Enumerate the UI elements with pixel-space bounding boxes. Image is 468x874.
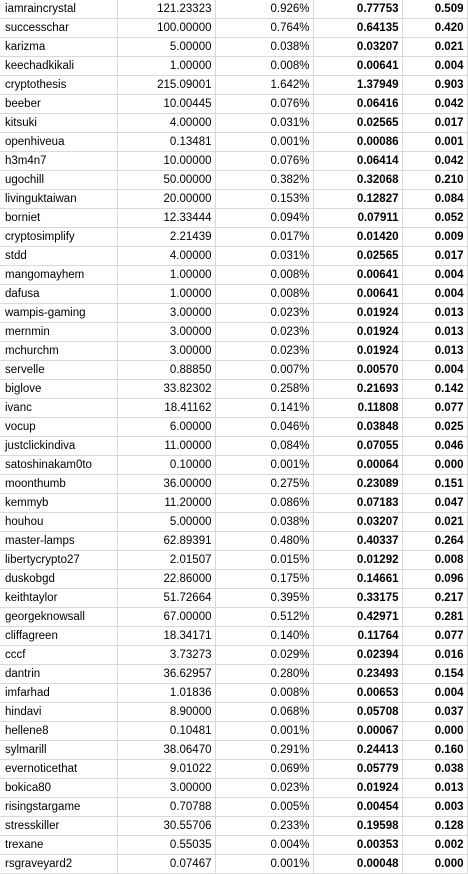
table-row — [0, 513, 467, 532]
cell-value-b[interactable]: 0.009 — [402, 228, 467, 247]
cell-value-b[interactable]: 0.013 — [402, 779, 467, 798]
cell-percent[interactable]: 0.153% — [215, 190, 313, 209]
table-row — [0, 0, 467, 19]
cell-value-a[interactable]: 0.00086 — [313, 133, 402, 152]
cell-name[interactable]: openhiveua — [0, 133, 117, 152]
table-row — [0, 722, 467, 741]
cell-value-a[interactable]: 0.06416 — [313, 95, 402, 114]
cell-value-b[interactable]: 0.017 — [402, 247, 467, 266]
cell-value-b[interactable]: 0.281 — [402, 608, 467, 627]
cell-percent[interactable]: 0.015% — [215, 551, 313, 570]
cell-value-b[interactable]: 0.000 — [402, 456, 467, 475]
cell-name[interactable]: imfarhad — [0, 684, 117, 703]
cell-value-a[interactable]: 0.23089 — [313, 475, 402, 494]
cell-percent[interactable]: 0.140% — [215, 627, 313, 646]
cell-percent[interactable]: 0.084% — [215, 437, 313, 456]
cell-name[interactable]: vocup — [0, 418, 117, 437]
table-row — [0, 646, 467, 665]
table-row — [0, 57, 467, 76]
table-row — [0, 228, 467, 247]
cell-percent[interactable]: 0.046% — [215, 418, 313, 437]
cell-percent[interactable]: 0.480% — [215, 532, 313, 551]
cell-value-a[interactable]: 0.05708 — [313, 703, 402, 722]
cell-percent[interactable]: 0.038% — [215, 38, 313, 57]
cell-value-a[interactable]: 0.03207 — [313, 513, 402, 532]
cell-amount[interactable]: 0.55035 — [117, 836, 215, 855]
cell-percent[interactable]: 0.023% — [215, 304, 313, 323]
table-row — [0, 361, 467, 380]
cell-name[interactable]: rsgraveyard2 — [0, 855, 117, 874]
cell-percent[interactable]: 0.008% — [215, 57, 313, 76]
cell-value-b[interactable]: 0.038 — [402, 760, 467, 779]
cell-amount[interactable]: 100.00000 — [117, 19, 215, 38]
cell-value-b[interactable]: 0.154 — [402, 665, 467, 684]
cell-percent[interactable]: 0.005% — [215, 798, 313, 817]
table-row — [0, 304, 467, 323]
cell-value-a[interactable]: 0.64135 — [313, 19, 402, 38]
table-row — [0, 532, 467, 551]
cell-value-b[interactable]: 0.264 — [402, 532, 467, 551]
table-row — [0, 247, 467, 266]
cell-amount[interactable]: 0.10481 — [117, 722, 215, 741]
cell-name[interactable]: bokica80 — [0, 779, 117, 798]
table-row — [0, 494, 467, 513]
cell-value-a[interactable]: 0.00641 — [313, 57, 402, 76]
cell-value-a[interactable]: 0.21693 — [313, 380, 402, 399]
cell-value-b[interactable]: 0.013 — [402, 342, 467, 361]
cell-name[interactable]: satoshinakam0to — [0, 456, 117, 475]
cell-value-a[interactable]: 0.02565 — [313, 247, 402, 266]
cell-name[interactable]: mangomayhem — [0, 266, 117, 285]
table-row — [0, 665, 467, 684]
table-row — [0, 570, 467, 589]
table-row — [0, 779, 467, 798]
cell-name[interactable]: beeber — [0, 95, 117, 114]
cell-percent[interactable]: 0.031% — [215, 114, 313, 133]
cell-percent[interactable]: 0.017% — [215, 228, 313, 247]
table-row — [0, 114, 467, 133]
cell-percent[interactable]: 0.258% — [215, 380, 313, 399]
cell-value-b[interactable]: 0.217 — [402, 589, 467, 608]
cell-value-b[interactable]: 0.142 — [402, 380, 467, 399]
cell-value-b[interactable]: 0.004 — [402, 57, 467, 76]
cell-value-a[interactable]: 0.19598 — [313, 817, 402, 836]
cell-name[interactable]: dantrin — [0, 665, 117, 684]
cell-percent[interactable]: 0.031% — [215, 247, 313, 266]
cell-amount[interactable]: 18.41162 — [117, 399, 215, 418]
cell-value-a[interactable]: 0.02565 — [313, 114, 402, 133]
cell-name[interactable]: trexane — [0, 836, 117, 855]
cell-percent[interactable]: 0.001% — [215, 456, 313, 475]
table-row — [0, 703, 467, 722]
cell-name[interactable]: stdd — [0, 247, 117, 266]
cell-value-a[interactable]: 0.42971 — [313, 608, 402, 627]
cell-amount[interactable]: 36.00000 — [117, 475, 215, 494]
cell-value-a[interactable]: 0.00067 — [313, 722, 402, 741]
cell-value-a[interactable]: 0.00454 — [313, 798, 402, 817]
cell-value-a[interactable]: 0.24413 — [313, 741, 402, 760]
cell-percent[interactable]: 0.023% — [215, 779, 313, 798]
table-row — [0, 836, 467, 855]
cell-value-b[interactable]: 0.084 — [402, 190, 467, 209]
cell-percent[interactable]: 0.007% — [215, 361, 313, 380]
cell-value-a[interactable]: 0.33175 — [313, 589, 402, 608]
cell-percent[interactable]: 0.094% — [215, 209, 313, 228]
cell-amount[interactable]: 3.00000 — [117, 323, 215, 342]
cell-value-a[interactable]: 0.03848 — [313, 418, 402, 437]
cell-value-a[interactable]: 0.01292 — [313, 551, 402, 570]
cell-value-a[interactable]: 0.40337 — [313, 532, 402, 551]
table-row — [0, 323, 467, 342]
cell-amount[interactable]: 1.00000 — [117, 57, 215, 76]
cell-name[interactable]: cccf — [0, 646, 117, 665]
cell-value-b[interactable]: 0.210 — [402, 171, 467, 190]
cell-name[interactable]: cryptothesis — [0, 76, 117, 95]
table-row — [0, 399, 467, 418]
cell-name[interactable]: biglove — [0, 380, 117, 399]
cell-amount[interactable]: 0.10000 — [117, 456, 215, 475]
cell-value-b[interactable]: 0.004 — [402, 285, 467, 304]
cell-value-b[interactable]: 0.037 — [402, 703, 467, 722]
cell-percent[interactable]: 0.001% — [215, 855, 313, 874]
cell-percent[interactable]: 0.275% — [215, 475, 313, 494]
cell-amount[interactable]: 51.72664 — [117, 589, 215, 608]
table-row — [0, 437, 467, 456]
cell-value-a[interactable]: 0.14661 — [313, 570, 402, 589]
cell-name[interactable]: sylmarill — [0, 741, 117, 760]
table-row — [0, 456, 467, 475]
table-row — [0, 266, 467, 285]
cell-value-b[interactable]: 0.017 — [402, 114, 467, 133]
cell-percent[interactable]: 0.008% — [215, 285, 313, 304]
cell-percent[interactable]: 0.280% — [215, 665, 313, 684]
cell-value-a[interactable]: 0.07183 — [313, 494, 402, 513]
cell-value-b[interactable]: 0.903 — [402, 76, 467, 95]
cell-value-b[interactable]: 0.128 — [402, 817, 467, 836]
cell-amount[interactable]: 50.00000 — [117, 171, 215, 190]
cell-percent[interactable]: 0.764% — [215, 19, 313, 38]
cell-amount[interactable]: 1.00000 — [117, 285, 215, 304]
cell-value-a[interactable]: 0.00353 — [313, 836, 402, 855]
cell-name[interactable]: evernoticethat — [0, 760, 117, 779]
cell-amount[interactable]: 18.34171 — [117, 627, 215, 646]
cell-name[interactable]: duskobgd — [0, 570, 117, 589]
cell-percent[interactable]: 0.926% — [215, 0, 313, 19]
cell-value-a[interactable]: 0.01924 — [313, 342, 402, 361]
cell-name[interactable]: dafusa — [0, 285, 117, 304]
cell-percent[interactable]: 0.004% — [215, 836, 313, 855]
table-row — [0, 627, 467, 646]
cell-value-a[interactable]: 0.01924 — [313, 323, 402, 342]
cell-percent[interactable]: 0.068% — [215, 703, 313, 722]
cell-amount[interactable]: 1.00000 — [117, 266, 215, 285]
cell-amount[interactable]: 5.00000 — [117, 513, 215, 532]
cell-value-b[interactable]: 0.077 — [402, 627, 467, 646]
cell-value-a[interactable]: 1.37949 — [313, 76, 402, 95]
table-row — [0, 171, 467, 190]
cell-value-b[interactable]: 0.021 — [402, 513, 467, 532]
cell-amount[interactable]: 10.00445 — [117, 95, 215, 114]
table-row — [0, 342, 467, 361]
cell-value-a[interactable]: 0.01420 — [313, 228, 402, 247]
cell-name[interactable]: hindavi — [0, 703, 117, 722]
cell-amount[interactable]: 36.62957 — [117, 665, 215, 684]
cell-amount[interactable]: 1.01836 — [117, 684, 215, 703]
cell-amount[interactable]: 30.55706 — [117, 817, 215, 836]
cell-percent[interactable]: 0.141% — [215, 399, 313, 418]
table-row — [0, 855, 467, 874]
table-row — [0, 551, 467, 570]
cell-value-a[interactable]: 0.00570 — [313, 361, 402, 380]
table-row — [0, 133, 467, 152]
cell-amount[interactable]: 3.73273 — [117, 646, 215, 665]
cell-percent[interactable]: 0.382% — [215, 171, 313, 190]
table-row — [0, 19, 467, 38]
cell-amount[interactable]: 11.00000 — [117, 437, 215, 456]
cell-value-b[interactable]: 0.096 — [402, 570, 467, 589]
cell-amount[interactable]: 3.00000 — [117, 304, 215, 323]
cell-percent[interactable]: 0.233% — [215, 817, 313, 836]
cell-name[interactable]: moonthumb — [0, 475, 117, 494]
cell-name[interactable]: libertycrypto27 — [0, 551, 117, 570]
cell-value-b[interactable]: 0.002 — [402, 836, 467, 855]
cell-name[interactable]: kitsuki — [0, 114, 117, 133]
cell-amount[interactable]: 4.00000 — [117, 247, 215, 266]
cell-value-b[interactable]: 0.151 — [402, 475, 467, 494]
cell-name[interactable]: houhou — [0, 513, 117, 532]
table-row — [0, 608, 467, 627]
cell-name[interactable]: georgeknowsall — [0, 608, 117, 627]
table-row — [0, 209, 467, 228]
cell-value-b[interactable]: 0.052 — [402, 209, 467, 228]
cell-name[interactable]: ugochill — [0, 171, 117, 190]
cell-value-b[interactable]: 0.077 — [402, 399, 467, 418]
cell-value-b[interactable]: 0.008 — [402, 551, 467, 570]
cell-value-b[interactable]: 0.016 — [402, 646, 467, 665]
cell-value-b[interactable]: 0.004 — [402, 361, 467, 380]
table-row — [0, 380, 467, 399]
cell-value-a[interactable]: 0.00048 — [313, 855, 402, 874]
table-row — [0, 95, 467, 114]
table-row — [0, 76, 467, 95]
cell-value-b[interactable]: 0.001 — [402, 133, 467, 152]
cell-amount[interactable]: 67.00000 — [117, 608, 215, 627]
cell-amount[interactable]: 0.70788 — [117, 798, 215, 817]
cell-value-b[interactable]: 0.025 — [402, 418, 467, 437]
cell-percent[interactable]: 0.291% — [215, 741, 313, 760]
cell-value-b[interactable]: 0.509 — [402, 0, 467, 19]
table-row — [0, 418, 467, 437]
cell-percent[interactable]: 0.023% — [215, 323, 313, 342]
cell-name[interactable]: cliffagreen — [0, 627, 117, 646]
cell-name[interactable]: servelle — [0, 361, 117, 380]
table-row — [0, 798, 467, 817]
cell-amount[interactable]: 3.00000 — [117, 779, 215, 798]
cell-amount[interactable]: 6.00000 — [117, 418, 215, 437]
cell-percent[interactable]: 0.001% — [215, 133, 313, 152]
cell-percent[interactable]: 0.008% — [215, 684, 313, 703]
cell-value-b[interactable]: 0.042 — [402, 95, 467, 114]
cell-name[interactable]: ivanc — [0, 399, 117, 418]
cell-value-b[interactable]: 0.004 — [402, 266, 467, 285]
cell-amount[interactable]: 0.88850 — [117, 361, 215, 380]
cell-value-a[interactable]: 0.32068 — [313, 171, 402, 190]
cell-name[interactable]: master-lamps — [0, 532, 117, 551]
cell-name[interactable]: karizma — [0, 38, 117, 57]
cell-amount[interactable]: 5.00000 — [117, 38, 215, 57]
cell-amount[interactable]: 0.07467 — [117, 855, 215, 874]
cell-percent[interactable]: 0.076% — [215, 95, 313, 114]
cell-value-b[interactable]: 0.003 — [402, 798, 467, 817]
cell-value-a[interactable]: 0.11764 — [313, 627, 402, 646]
cell-value-b[interactable]: 0.000 — [402, 722, 467, 741]
cell-value-b[interactable]: 0.420 — [402, 19, 467, 38]
cell-percent[interactable]: 0.395% — [215, 589, 313, 608]
cell-amount[interactable]: 38.06470 — [117, 741, 215, 760]
cell-value-b[interactable]: 0.160 — [402, 741, 467, 760]
cell-value-a[interactable]: 0.00653 — [313, 684, 402, 703]
cell-amount[interactable]: 3.00000 — [117, 342, 215, 361]
table-row — [0, 285, 467, 304]
cell-amount[interactable]: 9.01022 — [117, 760, 215, 779]
cell-name[interactable]: hellene8 — [0, 722, 117, 741]
table-row — [0, 190, 467, 209]
cell-value-b[interactable]: 0.000 — [402, 855, 467, 874]
cell-amount[interactable]: 0.13481 — [117, 133, 215, 152]
cell-value-a[interactable]: 0.03207 — [313, 38, 402, 57]
table-row — [0, 589, 467, 608]
cell-value-b[interactable]: 0.042 — [402, 152, 467, 171]
cell-value-a[interactable]: 0.02394 — [313, 646, 402, 665]
cell-name[interactable]: successchar — [0, 19, 117, 38]
cell-value-a[interactable]: 0.00641 — [313, 266, 402, 285]
table-row — [0, 152, 467, 171]
cell-name[interactable]: mchurchm — [0, 342, 117, 361]
cell-value-a[interactable]: 0.11808 — [313, 399, 402, 418]
cell-value-b[interactable]: 0.047 — [402, 494, 467, 513]
cell-name[interactable]: mernmin — [0, 323, 117, 342]
cell-percent[interactable]: 0.008% — [215, 266, 313, 285]
cell-value-a[interactable]: 0.00064 — [313, 456, 402, 475]
cell-percent[interactable]: 0.512% — [215, 608, 313, 627]
cell-value-b[interactable]: 0.004 — [402, 684, 467, 703]
cell-amount[interactable]: 8.90000 — [117, 703, 215, 722]
cell-amount[interactable]: 4.00000 — [117, 114, 215, 133]
cell-value-b[interactable]: 0.013 — [402, 304, 467, 323]
cell-percent[interactable]: 1.642% — [215, 76, 313, 95]
cell-amount[interactable]: 62.89391 — [117, 532, 215, 551]
cell-amount[interactable]: 11.20000 — [117, 494, 215, 513]
cell-amount[interactable]: 12.33444 — [117, 209, 215, 228]
cell-name[interactable]: borniet — [0, 209, 117, 228]
cell-value-a[interactable]: 0.12827 — [313, 190, 402, 209]
cell-value-a[interactable]: 0.77753 — [313, 0, 402, 19]
table-row — [0, 475, 467, 494]
table-row — [0, 38, 467, 57]
cell-percent[interactable]: 0.086% — [215, 494, 313, 513]
table-row — [0, 817, 467, 836]
cell-value-b[interactable]: 0.021 — [402, 38, 467, 57]
cell-value-a[interactable]: 0.01924 — [313, 779, 402, 798]
cell-value-b[interactable]: 0.013 — [402, 323, 467, 342]
cell-percent[interactable]: 0.175% — [215, 570, 313, 589]
cell-percent[interactable]: 0.038% — [215, 513, 313, 532]
cell-amount[interactable]: 215.09001 — [117, 76, 215, 95]
table-row — [0, 741, 467, 760]
cell-name[interactable]: kemmyb — [0, 494, 117, 513]
cell-value-b[interactable]: 0.046 — [402, 437, 467, 456]
cell-value-a[interactable]: 0.05779 — [313, 760, 402, 779]
cell-amount[interactable]: 10.00000 — [117, 152, 215, 171]
cell-percent[interactable]: 0.001% — [215, 722, 313, 741]
cell-name[interactable]: cryptosimplify — [0, 228, 117, 247]
cell-amount[interactable]: 2.01507 — [117, 551, 215, 570]
cell-name[interactable]: keechadkikali — [0, 57, 117, 76]
cell-percent[interactable]: 0.076% — [215, 152, 313, 171]
cell-name[interactable]: wampis-gaming — [0, 304, 117, 323]
cell-name[interactable]: justclickindiva — [0, 437, 117, 456]
cell-amount[interactable]: 121.23323 — [117, 0, 215, 19]
cell-value-a[interactable]: 0.07055 — [313, 437, 402, 456]
cell-name[interactable]: livinguktaiwan — [0, 190, 117, 209]
cell-percent[interactable]: 0.029% — [215, 646, 313, 665]
cell-name[interactable]: h3m4n7 — [0, 152, 117, 171]
cell-value-a[interactable]: 0.00641 — [313, 285, 402, 304]
cell-value-a[interactable]: 0.06414 — [313, 152, 402, 171]
cell-value-a[interactable]: 0.01924 — [313, 304, 402, 323]
cell-amount[interactable]: 2.21439 — [117, 228, 215, 247]
cell-amount[interactable]: 33.82302 — [117, 380, 215, 399]
cell-value-a[interactable]: 0.07911 — [313, 209, 402, 228]
cell-percent[interactable]: 0.069% — [215, 760, 313, 779]
cell-amount[interactable]: 22.86000 — [117, 570, 215, 589]
cell-name[interactable]: risingstargame — [0, 798, 117, 817]
cell-amount[interactable]: 20.00000 — [117, 190, 215, 209]
cell-value-a[interactable]: 0.23493 — [313, 665, 402, 684]
cell-name[interactable]: stresskiller — [0, 817, 117, 836]
cell-name[interactable]: keithtaylor — [0, 589, 117, 608]
cell-name[interactable]: iamraincrystal — [0, 0, 117, 19]
table-row — [0, 684, 467, 703]
table-row — [0, 760, 467, 779]
cell-percent[interactable]: 0.023% — [215, 342, 313, 361]
